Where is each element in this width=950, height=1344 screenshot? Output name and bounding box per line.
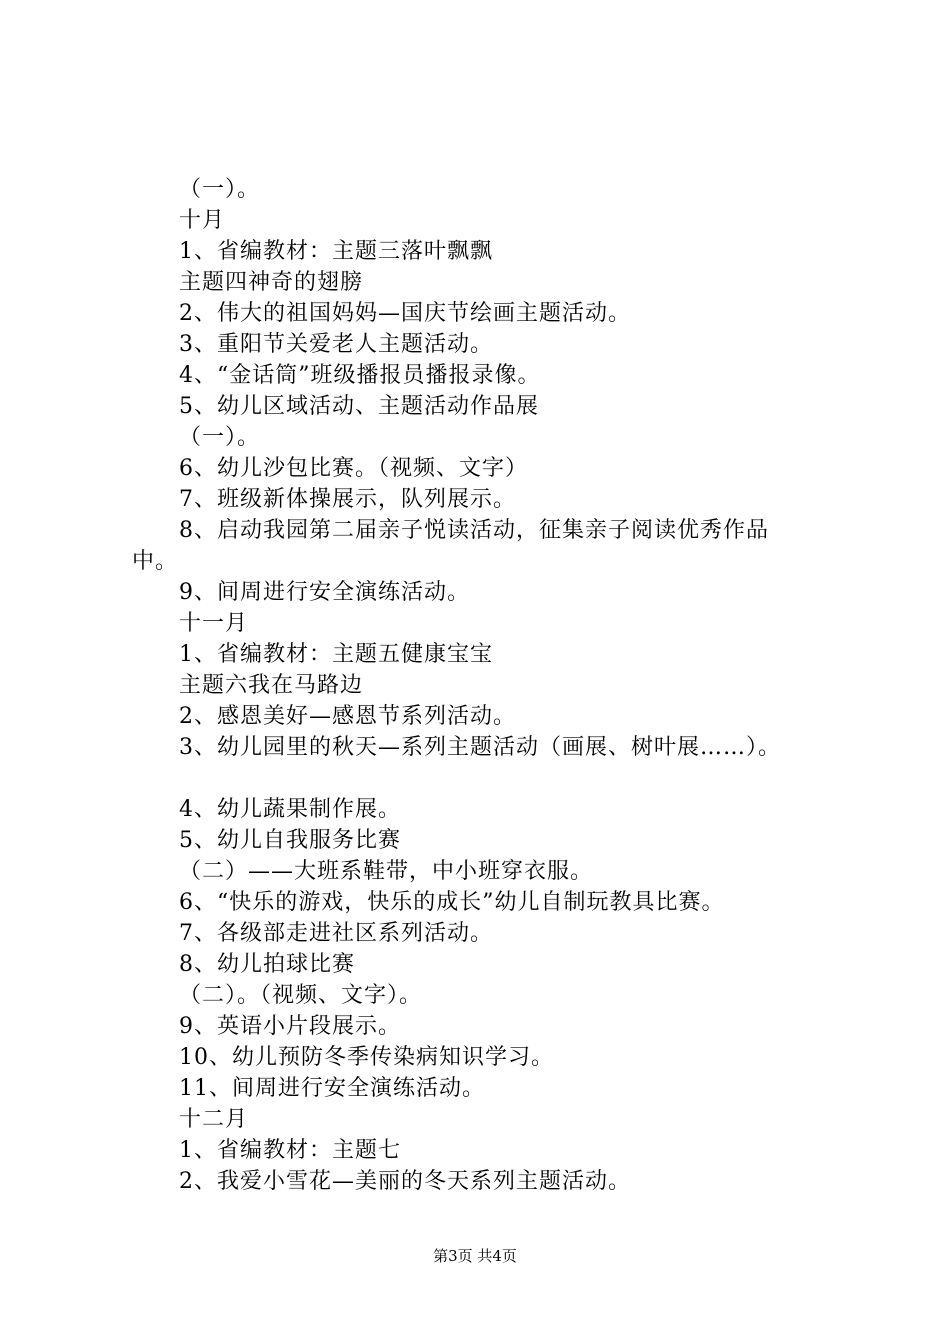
text-line: 7、班级新体操展示，队列展示。	[179, 487, 516, 512]
page-footer: 第3页 共4页	[433, 1247, 517, 1265]
text-line: 主题六我在马路边	[179, 673, 364, 698]
text-line: 5、幼儿区域活动、主题活动作品展	[179, 394, 539, 419]
text-line: 8、启动我园第二届亲子悦读活动，征集亲子阅读优秀作品	[179, 518, 769, 543]
text-line: 10、幼儿预防冬季传染病知识学习。	[179, 1045, 554, 1070]
text-line	[132, 763, 852, 794]
text-line: （一）。	[179, 177, 261, 202]
text-line: （一）。	[179, 425, 261, 450]
text-line: 2、伟大的祖国妈妈—国庆节绘画主题活动。	[179, 301, 631, 326]
text-line: 3、重阳节关爱老人主题活动。	[179, 332, 493, 357]
text-line: 4、“金话筒”班级播报员播报录像。	[179, 363, 541, 388]
text-line: 9、间周进行安全演练活动。	[179, 580, 470, 605]
text-line: 2、感恩美好—感恩节系列活动。	[179, 704, 516, 729]
text-line: 6、幼儿沙包比赛。（视频、文字）	[179, 456, 528, 481]
text-line: 2、我爱小雪花—美丽的冬天系列主题活动。	[179, 1169, 631, 1194]
text-line: 1、省编教材：主题七	[179, 1138, 401, 1163]
text-line: 主题四神奇的翅膀	[179, 270, 364, 295]
text-line: （二）。（视频、文字）。	[179, 983, 423, 1008]
text-line: 6、“快乐的游戏，快乐的成长”幼儿自制玩教具比赛。	[179, 890, 725, 915]
document-body	[132, 174, 852, 1197]
text-line: 3、幼儿园里的秋天—系列主题活动（画展、树叶展……）。	[179, 735, 781, 760]
text-line: 11、间周进行安全演练活动。	[179, 1076, 485, 1101]
text-line: 中。	[132, 549, 179, 574]
text-line: 7、各级部走进社区系列活动。	[179, 921, 493, 946]
text-line: 5、幼儿自我服务比赛	[179, 828, 401, 853]
text-line: 4、幼儿蔬果制作展。	[179, 797, 401, 822]
text-line: 9、英语小片段展示。	[179, 1014, 401, 1039]
text-line: 8、幼儿拍球比赛	[179, 952, 355, 977]
text-line: 十二月	[179, 1107, 249, 1132]
text-line: 1、省编教材：主题三落叶飘飘	[179, 239, 493, 264]
text-line: 十月	[179, 208, 226, 233]
text-line: 十一月	[179, 611, 249, 636]
text-line: （二）——大班系鞋带，中小班穿衣服。	[179, 859, 594, 884]
text-line: 1、省编教材：主题五健康宝宝	[179, 642, 493, 667]
